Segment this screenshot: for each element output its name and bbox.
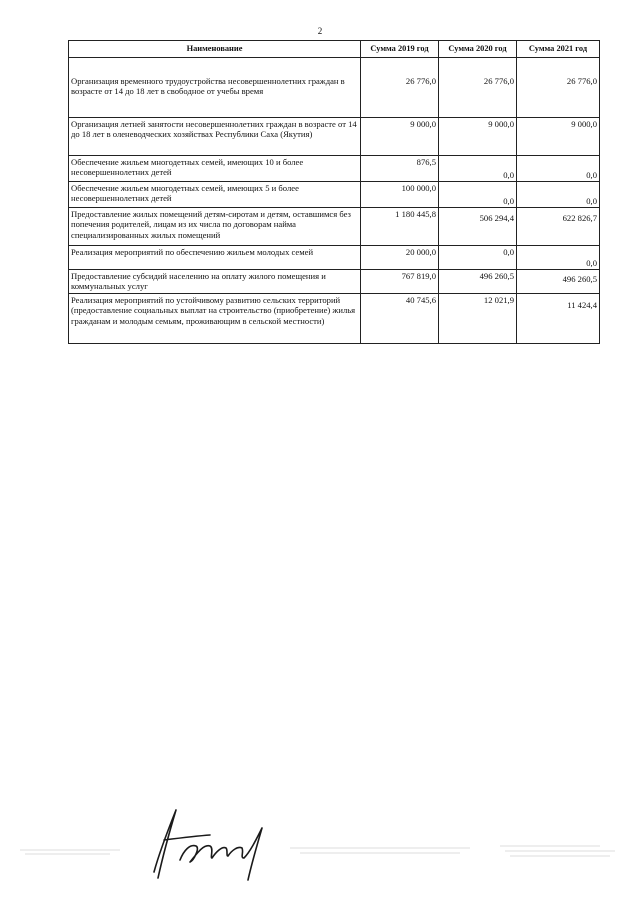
header-name: Наименование [69, 41, 361, 58]
value-2020: 0,0 [439, 156, 517, 182]
value-2020: 12 021,9 [439, 294, 517, 344]
row-name: Обеспечение жильем многодетных семей, имеющих 10 и более несовершеннолетних детей [69, 156, 361, 182]
row-name: Реализация мероприятий по обеспечению жильем молодых семей [69, 246, 361, 270]
value-2019: 40 745,6 [361, 294, 439, 344]
table-row [69, 182, 600, 208]
row-name: Предоставление жилых помещений детям-сиротам и детям, оставшимся без попечения родителей, лицам из их числа по договорам найма специализированных жилых помещений [69, 208, 361, 246]
table-row [69, 246, 600, 270]
value-2019: 767 819,0 [361, 270, 439, 294]
row-name: Организация летней занятости несовершеннолетних граждан в возрасте от 14 до 18 лет в оленеводческих хозяйствах Республики Саха (Якутия) [69, 118, 361, 156]
value-2021: 0,0 [517, 182, 600, 208]
value-2021: 0,0 [517, 246, 600, 270]
table-row [69, 294, 600, 344]
table-row [69, 58, 600, 118]
table-row [69, 118, 600, 156]
value-2021: 11 424,4 [517, 294, 600, 344]
value-2021: 0,0 [517, 156, 600, 182]
signature-image [140, 800, 280, 885]
page-number: 2 [317, 26, 323, 36]
value-2019: 100 000,0 [361, 182, 439, 208]
value-2021: 9 000,0 [517, 118, 600, 156]
value-2019: 1 180 445,8 [361, 208, 439, 246]
value-2021: 622 826,7 [517, 208, 600, 246]
value-2020: 9 000,0 [439, 118, 517, 156]
scan-noise [0, 820, 640, 880]
value-2019: 9 000,0 [361, 118, 439, 156]
value-2019: 20 000,0 [361, 246, 439, 270]
table-row [69, 156, 600, 182]
value-2021: 496 260,5 [517, 270, 600, 294]
value-2020: 506 294,4 [439, 208, 517, 246]
value-2020: 496 260,5 [439, 270, 517, 294]
value-2020: 0,0 [439, 182, 517, 208]
header-2021: Сумма 2021 год [517, 41, 600, 58]
value-2021: 26 776,0 [517, 58, 600, 118]
row-name: Обеспечение жильем многодетных семей, имеющих 5 и более несовершеннолетних детей [69, 182, 361, 208]
row-name: Реализация мероприятий по устойчивому развитию сельских территорий (предоставление социальных выплат на строительство (приобретение) жилья гражданам и молодым семьям, проживающим в сельской местности) [69, 294, 361, 344]
value-2019: 876,5 [361, 156, 439, 182]
table-row [69, 270, 600, 294]
value-2019: 26 776,0 [361, 58, 439, 118]
header-2019: Сумма 2019 год [361, 41, 439, 58]
table-header-row [69, 41, 600, 58]
value-2020: 0,0 [439, 246, 517, 270]
value-2020: 26 776,0 [439, 58, 517, 118]
budget-table [68, 40, 600, 344]
table-row [69, 208, 600, 246]
row-name: Организация временного трудоустройства несовершеннолетних граждан в возрасте от 14 до 18 лет в свободное от учебы время [69, 58, 361, 118]
header-2020: Сумма 2020 год [439, 41, 517, 58]
row-name: Предоставление субсидий населению на оплату жилого помещения и коммунальных услуг [69, 270, 361, 294]
